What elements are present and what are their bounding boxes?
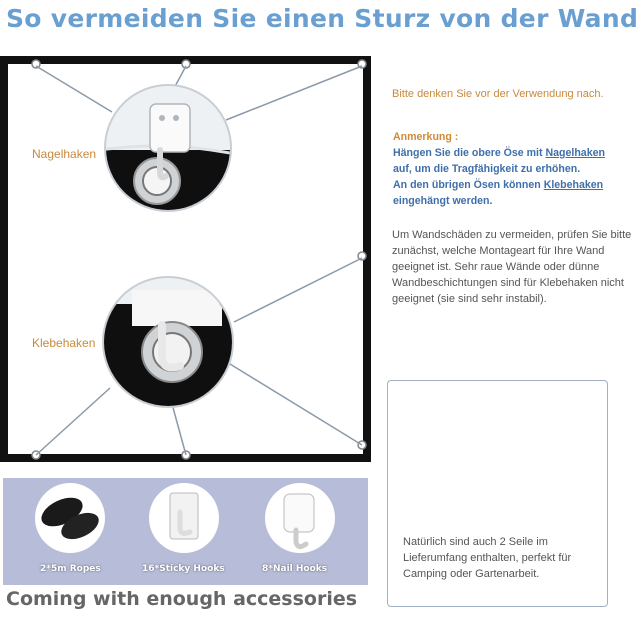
sticky-hooks-label: 16*Sticky Hooks xyxy=(142,564,225,574)
page-title: So vermeiden Sie einen Sturz von der Wand xyxy=(6,4,639,33)
remark-heading: Anmerkung : xyxy=(393,131,459,143)
nail-hook-zoom xyxy=(100,85,240,220)
wall-warning-paragraph: Um Wandschäden zu vermeiden, prüfen Sie bitte zunächst, welche Montageart für Ihre Wand geeignet ist. Sehr raue Wände oder dünne Wandbeschichtungen sind für Klebehaken nicht geeignet (sie sind sehr instabil). xyxy=(392,229,632,305)
sticky-hook-link: Klebehaken xyxy=(543,179,604,191)
rope-info-text: Natürlich sind auch 2 Seile im Lieferumfang enthalten, perfekt für Camping oder Gartenarbeit. xyxy=(403,536,572,580)
remark-block xyxy=(393,129,638,209)
sticky-hook-zoom xyxy=(100,277,240,414)
nail-hook-label: Nagelhaken xyxy=(32,147,97,161)
remark-line-1: Hängen Sie die obere Öse mit Nagelhaken xyxy=(393,147,605,159)
accessories-caption: Coming with enough accessories xyxy=(6,588,358,610)
nail-hook-link: Nagelhaken xyxy=(545,147,605,159)
remark-line-3: An den übrigen Ösen können Klebehaken xyxy=(393,179,604,191)
remark-line-2: auf, um die Tragfähigkeit zu erhöhen. xyxy=(393,163,581,175)
remark-line-4: eingehängt werden. xyxy=(393,195,493,207)
usage-note: Bitte denken Sie vor der Verwendung nach. xyxy=(392,88,604,100)
sticky-hook-label: Klebehaken xyxy=(32,336,96,350)
ropes-label: 2*5m Ropes xyxy=(40,564,101,574)
nail-hooks-label: 8*Nail Hooks xyxy=(262,564,328,574)
